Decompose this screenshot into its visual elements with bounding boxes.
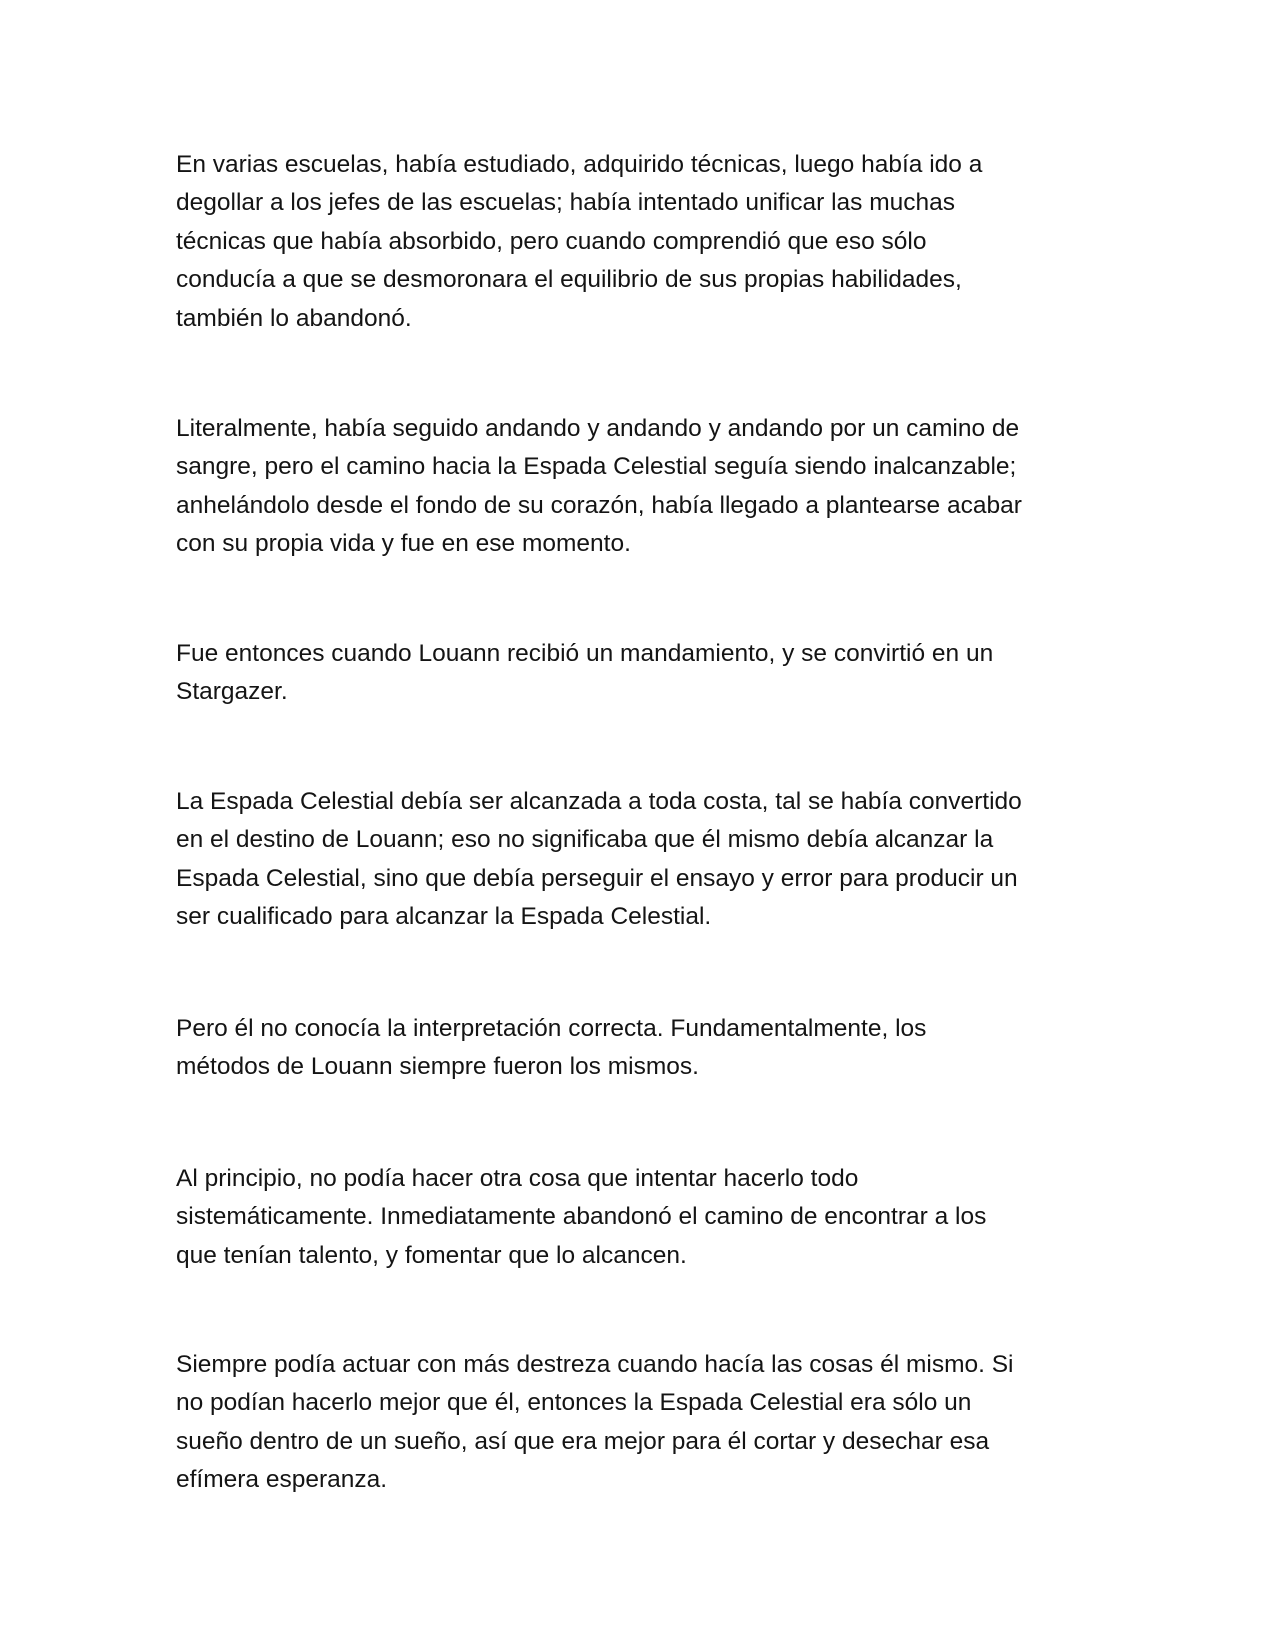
text-line: no podían hacerlo mejor que él, entonces la Espada Celestial era sólo un xyxy=(176,1389,972,1417)
paragraph-1 xyxy=(176,146,1106,338)
text-line: degollar a los jefes de las escuelas; había intentado unificar las muchas xyxy=(176,189,956,217)
text-line: Espada Celestial, sino que debía perseguir el ensayo y error para producir un xyxy=(176,864,1018,892)
text-line: anhelándolo desde el fondo de su corazón, había llegado a plantearse acabar xyxy=(176,491,1022,519)
paragraph-6 xyxy=(176,1160,1106,1275)
text-line: conducía a que se desmoronara el equilibrio de sus propias habilidades, xyxy=(176,266,962,294)
paragraph-3 xyxy=(176,635,1106,712)
text-line: en el destino de Louann; eso no significaba que él mismo debía alcanzar la xyxy=(176,826,994,854)
paragraph-7 xyxy=(176,1346,1106,1500)
text-line: técnicas que había absorbido, pero cuando comprendió que eso sólo xyxy=(176,227,927,255)
text-line: Al principio, no podía hacer otra cosa que intentar hacerlo todo xyxy=(176,1165,859,1192)
text-line: La Espada Celestial debía ser alcanzada a toda costa, tal se había convertido xyxy=(176,788,1022,815)
text-line: sangre, pero el camino hacia la Espada Celestial seguía siendo inalcanzable; xyxy=(176,453,1017,481)
text-line: En varias escuelas, había estudiado, adquirido técnicas, luego había ido a xyxy=(176,151,983,178)
text-line: ser cualificado para alcanzar la Espada Celestial. xyxy=(176,903,712,931)
text-line: Fue entonces cuando Louann recibió un mandamiento, y se convirtió en un xyxy=(176,640,994,667)
text-line: también lo abandonó. xyxy=(176,304,412,332)
text-line: sistemáticamente. Inmediatamente abandonó el camino de encontrar a los xyxy=(176,1203,987,1231)
text-line: Siempre podía actuar con más destreza cuando hacía las cosas él mismo. Si xyxy=(176,1351,1014,1378)
paragraph-2 xyxy=(176,410,1106,564)
paragraph-4 xyxy=(176,783,1106,937)
text-line: que tenían talento, y fomentar que lo alcancen. xyxy=(176,1241,687,1269)
paragraph-5 xyxy=(176,1010,1106,1087)
text-line: sueño dentro de un sueño, así que era mejor para él cortar y desechar esa xyxy=(176,1427,990,1455)
text-line: con su propia vida y fue en ese momento. xyxy=(176,530,631,558)
text-line: métodos de Louann siempre fueron los mismos. xyxy=(176,1053,699,1081)
text-line: Stargazer. xyxy=(176,678,288,706)
text-line: Pero él no conocía la interpretación correcta. Fundamentalmente, los xyxy=(176,1015,927,1042)
text-line: efímera esperanza. xyxy=(176,1466,388,1494)
text-line: Literalmente, había seguido andando y andando y andando por un camino de xyxy=(176,415,1020,442)
